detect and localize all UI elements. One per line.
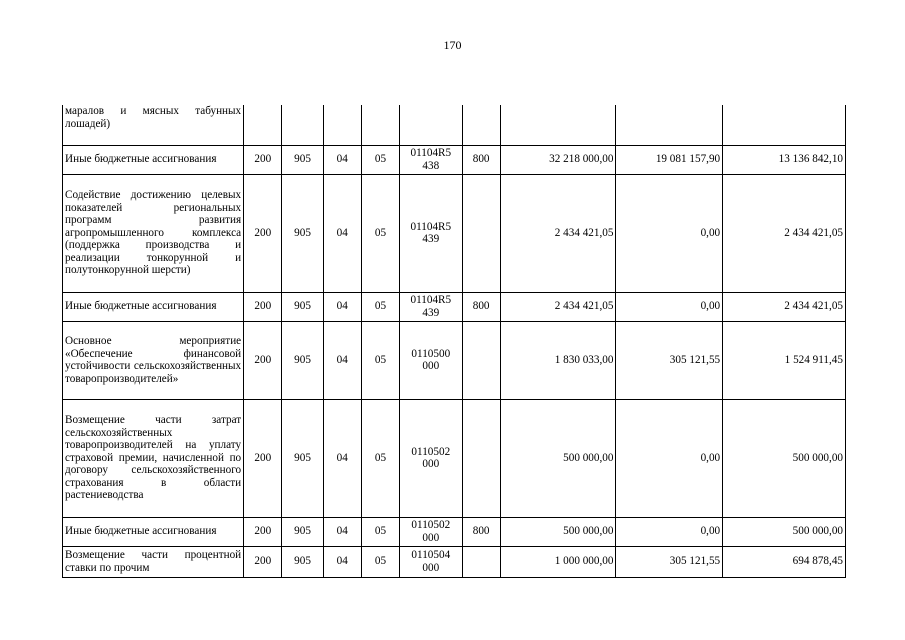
cell-section: 04 (323, 321, 361, 399)
cell-expense-type: 800 (462, 517, 500, 546)
cell-section: 04 (323, 546, 361, 577)
cell-section (323, 105, 361, 145)
cell-amount-exec: 305 121,55 (616, 546, 723, 577)
cell-amount-rest: 500 000,00 (723, 399, 846, 517)
cell-subsection: 05 (361, 517, 399, 546)
cell-ministry: 200 (244, 399, 282, 517)
cell-amount-exec (616, 105, 723, 145)
cell-target: 01104R5 439 (400, 174, 462, 292)
cell-target: 01104R5 439 (400, 292, 462, 321)
budget-table-body (63, 105, 846, 577)
budget-table (62, 105, 846, 578)
cell-amount-plan: 32 218 000,00 (500, 145, 616, 174)
cell-expense-type: 800 (462, 145, 500, 174)
cell-amount-rest: 2 434 421,05 (723, 174, 846, 292)
cell-subsection: 05 (361, 399, 399, 517)
cell-amount-plan: 500 000,00 (500, 399, 616, 517)
table-row (63, 517, 846, 546)
table-row (63, 105, 846, 145)
cell-department: 905 (282, 145, 323, 174)
table-row (63, 292, 846, 321)
cell-section: 04 (323, 174, 361, 292)
cell-expense-type (462, 174, 500, 292)
cell-section: 04 (323, 399, 361, 517)
cell-subsection: 05 (361, 546, 399, 577)
cell-name: Возмещение части затрат сельскохозяйственных товаропроизводителей на уплату страховой премии, начисленной по договору сельскохозяйственного страхования в области растениеводства (63, 399, 244, 517)
table-row (63, 174, 846, 292)
cell-target (400, 105, 462, 145)
cell-subsection: 05 (361, 145, 399, 174)
cell-amount-plan: 1 000 000,00 (500, 546, 616, 577)
cell-section: 04 (323, 517, 361, 546)
cell-expense-type (462, 546, 500, 577)
cell-amount-plan (500, 105, 616, 145)
cell-amount-rest: 500 000,00 (723, 517, 846, 546)
cell-amount-rest: 694 878,45 (723, 546, 846, 577)
cell-name: Возмещение части процентной ставки по прочим (63, 546, 244, 577)
cell-section: 04 (323, 145, 361, 174)
cell-subsection: 05 (361, 292, 399, 321)
cell-department: 905 (282, 292, 323, 321)
cell-amount-rest: 1 524 911,45 (723, 321, 846, 399)
cell-target: 0110502 000 (400, 399, 462, 517)
cell-expense-type (462, 321, 500, 399)
table-row (63, 321, 846, 399)
cell-department: 905 (282, 321, 323, 399)
cell-amount-plan: 500 000,00 (500, 517, 616, 546)
cell-subsection: 05 (361, 174, 399, 292)
cell-target: 0110500 000 (400, 321, 462, 399)
cell-ministry: 200 (244, 145, 282, 174)
table-row (63, 399, 846, 517)
cell-ministry: 200 (244, 546, 282, 577)
cell-name: Основное мероприятие «Обеспечение финансовой устойчивости сельскохозяйственных товаропроизводителей» (63, 321, 244, 399)
cell-amount-exec: 19 081 157,90 (616, 145, 723, 174)
cell-amount-rest: 13 136 842,10 (723, 145, 846, 174)
cell-department: 905 (282, 174, 323, 292)
table-row (63, 145, 846, 174)
cell-target: 0110504 000 (400, 546, 462, 577)
cell-amount-exec: 305 121,55 (616, 321, 723, 399)
cell-section: 04 (323, 292, 361, 321)
cell-name: маралов и мясных табунных лошадей) (63, 105, 244, 145)
cell-expense-type: 800 (462, 292, 500, 321)
cell-name: Иные бюджетные ассигнования (63, 145, 244, 174)
cell-name: Иные бюджетные ассигнования (63, 517, 244, 546)
cell-department: 905 (282, 517, 323, 546)
cell-amount-plan: 2 434 421,05 (500, 292, 616, 321)
cell-expense-type (462, 105, 500, 145)
cell-ministry (244, 105, 282, 145)
cell-amount-rest: 2 434 421,05 (723, 292, 846, 321)
cell-amount-plan: 1 830 033,00 (500, 321, 616, 399)
cell-name: Иные бюджетные ассигнования (63, 292, 244, 321)
cell-amount-exec: 0,00 (616, 399, 723, 517)
cell-amount-exec: 0,00 (616, 517, 723, 546)
cell-ministry: 200 (244, 321, 282, 399)
cell-ministry: 200 (244, 517, 282, 546)
cell-amount-exec: 0,00 (616, 292, 723, 321)
cell-ministry: 200 (244, 174, 282, 292)
page-number: 170 (443, 38, 462, 52)
cell-target: 0110502 000 (400, 517, 462, 546)
cell-ministry: 200 (244, 292, 282, 321)
cell-expense-type (462, 399, 500, 517)
cell-target: 01104R5 438 (400, 145, 462, 174)
cell-subsection: 05 (361, 321, 399, 399)
table-row (63, 546, 846, 577)
cell-name: Содействие достижению целевых показателей региональных программ развития агропромышленного комплекса (поддержка производства и реализации тонкорунной и полутонкорунной шерсти) (63, 174, 244, 292)
cell-department: 905 (282, 399, 323, 517)
cell-amount-exec: 0,00 (616, 174, 723, 292)
cell-department (282, 105, 323, 145)
cell-department: 905 (282, 546, 323, 577)
cell-subsection (361, 105, 399, 145)
cell-amount-plan: 2 434 421,05 (500, 174, 616, 292)
cell-amount-rest (723, 105, 846, 145)
